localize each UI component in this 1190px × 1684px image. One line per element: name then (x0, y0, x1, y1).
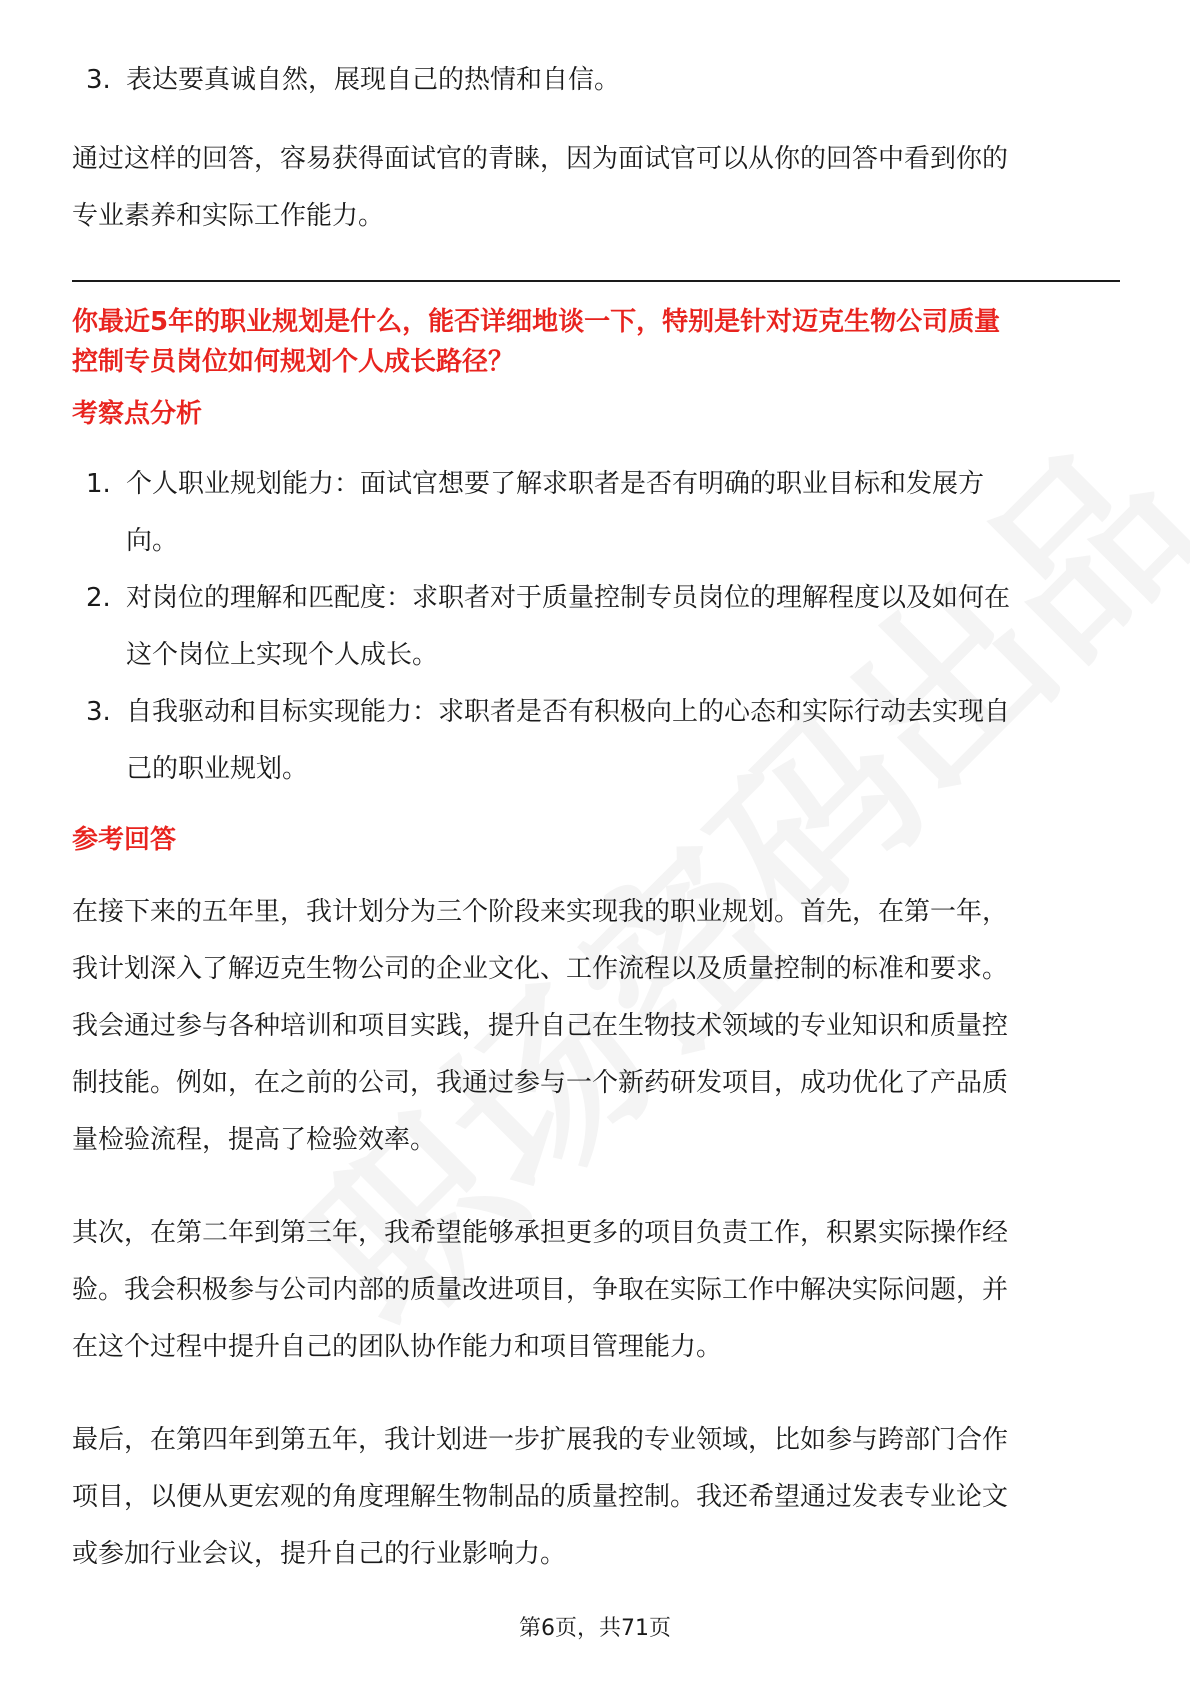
paragraph-line: 或参加行业会议，提升自己的行业影响力。 (72, 1539, 567, 1569)
question-line: 你最近5年的职业规划是什么，能否详细地谈一下，特别是针对迈克生物公司质量 (72, 307, 1001, 337)
summary-line: 通过这样的回答，容易获得面试官的青睐，因为面试官可以从你的回答中看到你的 (72, 144, 1009, 174)
list-number: 3. (86, 65, 111, 95)
paragraph-line: 在这个过程中提升自己的团队协作能力和项目管理能力。 (72, 1332, 723, 1362)
list-item (72, 684, 1120, 798)
question-line: 控制专员岗位如何规划个人成长路径？ (72, 347, 515, 377)
answer-title: 参考回答 (72, 825, 177, 855)
paragraph-line: 在接下来的五年里，我计划分为三个阶段来实现我的职业规划。首先，在第一年， (72, 897, 1009, 927)
list-item-text: 这个岗位上实现个人成长。 (126, 640, 439, 670)
list-item (72, 52, 1120, 109)
paragraph-line: 制技能。例如，在之前的公司，我通过参与一个新药研发项目，成功优化了产品质 (72, 1068, 1009, 1098)
summary-paragraph (72, 131, 1120, 245)
paragraph-line: 其次，在第二年到第三年，我希望能够承担更多的项目负责工作，积累实际操作经 (72, 1218, 1009, 1248)
answer-paragraph (72, 884, 1120, 1169)
list-number: 1. (86, 469, 111, 499)
answer-paragraph (72, 1205, 1120, 1376)
list-item (72, 570, 1120, 684)
list-item-text: 己的职业规划。 (126, 754, 309, 784)
paragraph-line: 量检验流程，提高了检验效率。 (72, 1125, 437, 1155)
page-number: 第6页，共71页 (519, 1616, 671, 1641)
list-item-text: 表达要真诚自然，展现自己的热情和自信。 (126, 65, 621, 95)
analysis-list (72, 456, 1120, 798)
list-number: 3. (86, 697, 111, 727)
list-item-text: 向。 (126, 526, 179, 556)
paragraph-line: 验。我会积极参与公司内部的质量改进项目，争取在实际工作中解决实际问题，并 (72, 1275, 1009, 1305)
summary-line: 专业素养和实际工作能力。 (72, 201, 385, 231)
list-item-text: 自我驱动和目标实现能力：求职者是否有积极向上的心态和实际行动去实现自 (126, 697, 1011, 727)
paragraph-line: 我计划深入了解迈克生物公司的企业文化、工作流程以及质量控制的标准和要求。 (72, 954, 1009, 984)
answer-paragraph (72, 1412, 1120, 1583)
page-content (72, 58, 1120, 1583)
list-number: 2. (86, 583, 111, 613)
paragraph-line: 我会通过参与各种培训和项目实践，提升自己在生物技术领域的专业知识和质量控 (72, 1011, 1009, 1041)
paragraph-line: 最后，在第四年到第五年，我计划进一步扩展我的专业领域，比如参与跨部门合作 (72, 1425, 1009, 1455)
list-item-text: 对岗位的理解和匹配度：求职者对于质量控制专员岗位的理解程度以及如何在 (126, 583, 1011, 613)
paragraph-line: 项目，以便从更宏观的角度理解生物制品的质量控制。我还希望通过发表专业论文 (72, 1482, 1009, 1512)
list-item-text: 个人职业规划能力：面试官想要了解求职者是否有明确的职业目标和发展方 (126, 469, 985, 499)
question-heading (72, 302, 1120, 382)
analysis-title: 考察点分析 (72, 399, 203, 429)
list-item (72, 456, 1120, 570)
